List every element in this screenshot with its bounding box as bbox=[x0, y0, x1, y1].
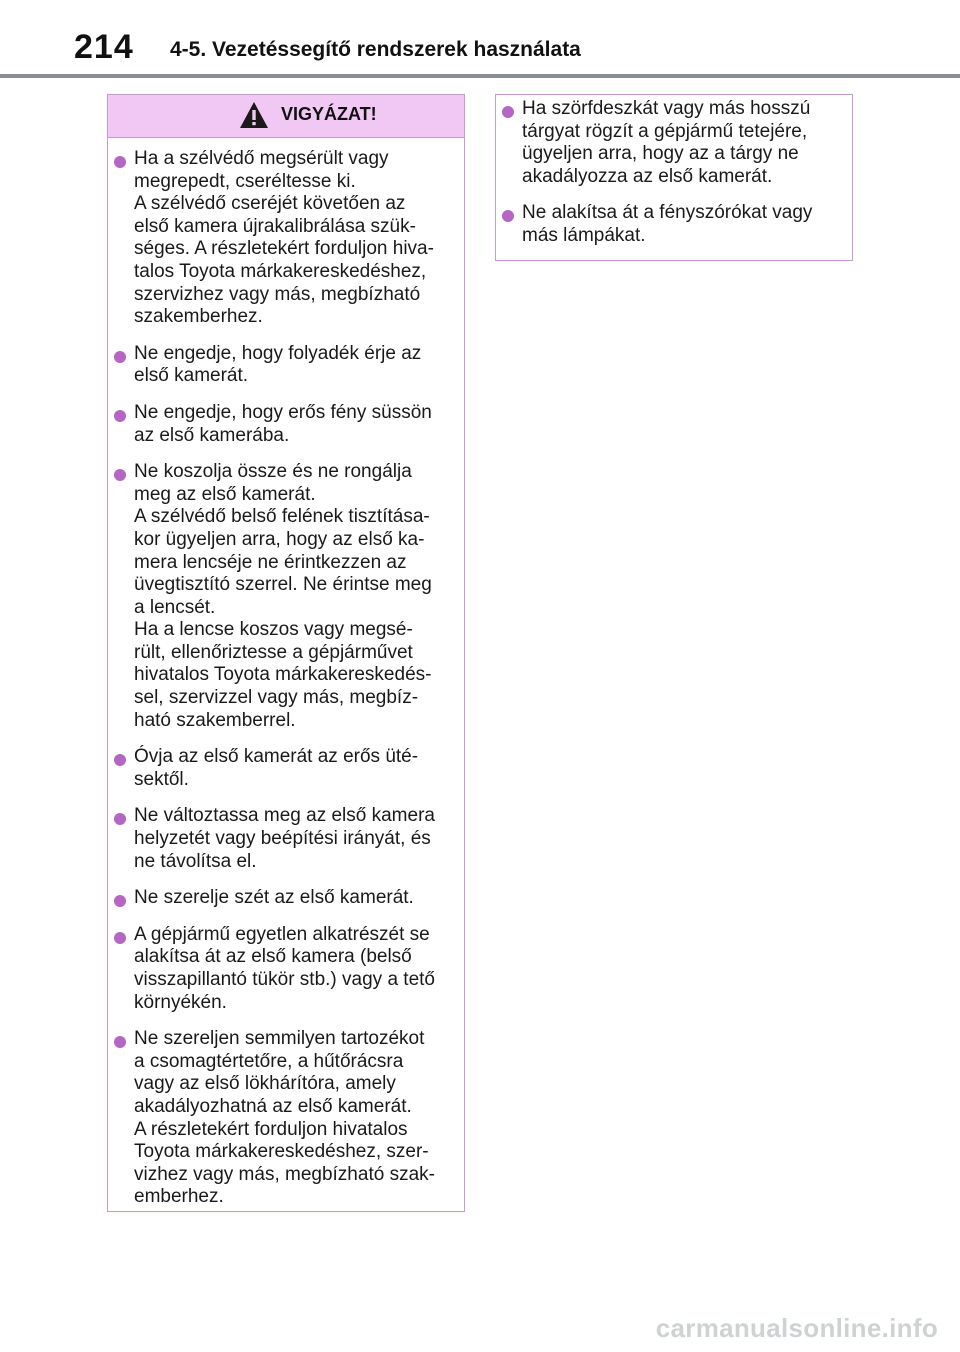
warning-box-continued bbox=[495, 94, 853, 261]
bullet-icon bbox=[114, 410, 126, 422]
warning-item bbox=[108, 887, 464, 910]
watermark: carmanualsonline.info bbox=[655, 1313, 938, 1343]
page-number: 214 bbox=[74, 28, 134, 66]
section-title: 4-5. Vezetéssegítő rendszerek használata bbox=[170, 38, 581, 61]
warning-item-text: Ne koszolja össze és ne rongálja meg az első kamerát. A szélvédő belső felének tisztítása- kor ügyeljen arra, hogy az első ka- mera lencséje ne érintkezzen az üvegtisztító szerrel. Ne érintse meg a lencsét. Ha a lencse koszos vagy megsé- rült, ellenőriztesse a gépjárművet hivatalos Toyota márkakereskedés- sel, szervizzel vagy más, megbíz- ható szakemberrel. bbox=[134, 461, 432, 731]
bullet-icon bbox=[114, 813, 126, 825]
warning-item-text: Ne engedje, hogy erős fény süssön az első kamerába. bbox=[134, 401, 432, 446]
warning-continued-list bbox=[496, 95, 852, 248]
warning-item-text: Ne alakítsa át a fényszórókat vagy más lámpákat. bbox=[522, 202, 813, 246]
warning-item bbox=[108, 805, 464, 873]
warning-item bbox=[108, 746, 464, 791]
warning-list bbox=[108, 138, 464, 1209]
bullet-icon bbox=[114, 1036, 126, 1048]
warning-item bbox=[108, 461, 464, 732]
warning-item-text: Óvja az első kamerát az erős üté- sektől. bbox=[134, 746, 419, 790]
bullet-icon bbox=[502, 210, 514, 222]
warning-item-text: Ha a szélvédő megsérült vagy megrepedt, cseréltesse ki. A szélvédő cseréjét követően az első kamera újrakalibrálása szük- séges. A részletekért forduljon hiva- talos Toyota márkakereskedéshez, szervizhez vagy más, megbízható szakemberhez. bbox=[134, 148, 434, 328]
bullet-icon bbox=[114, 351, 126, 363]
warning-item bbox=[108, 924, 464, 1014]
page-header bbox=[0, 0, 960, 80]
warning-item bbox=[108, 402, 464, 447]
warning-item-text: Ne szerelje szét az első kamerát. bbox=[134, 887, 414, 909]
warning-item-text: A gépjármű egyetlen alkatrészét se alakítsa át az első kamera (belső visszapillantó tükör stb.) vagy a tető környékén. bbox=[134, 923, 435, 1013]
warning-item bbox=[108, 148, 464, 329]
header-divider bbox=[0, 74, 960, 78]
warning-item bbox=[496, 202, 852, 247]
warning-header bbox=[108, 95, 464, 138]
warning-item bbox=[108, 1028, 464, 1209]
warning-title: VIGYÁZAT! bbox=[281, 104, 377, 124]
warning-box bbox=[107, 94, 465, 1212]
bullet-icon bbox=[114, 754, 126, 766]
warning-item-text: Ne változtassa meg az első kamera helyzetét vagy beépítési irányát, és ne távolítsa el. bbox=[134, 805, 435, 872]
warning-item bbox=[108, 343, 464, 388]
warning-item-text: Ha szörfdeszkát vagy más hosszú tárgyat rögzít a gépjármű tetejére, ügyeljen arra, hogy az a tárgy ne akadályozza az első kamerát. bbox=[522, 98, 811, 187]
warning-item-text: Ne szereljen semmilyen tartozékot a csomagtértetőre, a hűtőrácsra vagy az első lökhárítóra, amely akadályozhatná az első kamerát. A részletekért forduljon hivatalos Toyota márkakereskedéshez, szer- vizhez vagy más, megbízható szak- emberhez. bbox=[134, 1028, 435, 1208]
warning-triangle-icon bbox=[239, 101, 269, 129]
bullet-icon bbox=[114, 932, 126, 944]
bullet-icon bbox=[114, 895, 126, 907]
warning-item bbox=[496, 98, 852, 188]
bullet-icon bbox=[114, 469, 126, 481]
bullet-icon bbox=[114, 156, 126, 168]
bullet-icon bbox=[502, 106, 514, 118]
warning-item-text: Ne engedje, hogy folyadék érje az első kamerát. bbox=[134, 342, 422, 387]
